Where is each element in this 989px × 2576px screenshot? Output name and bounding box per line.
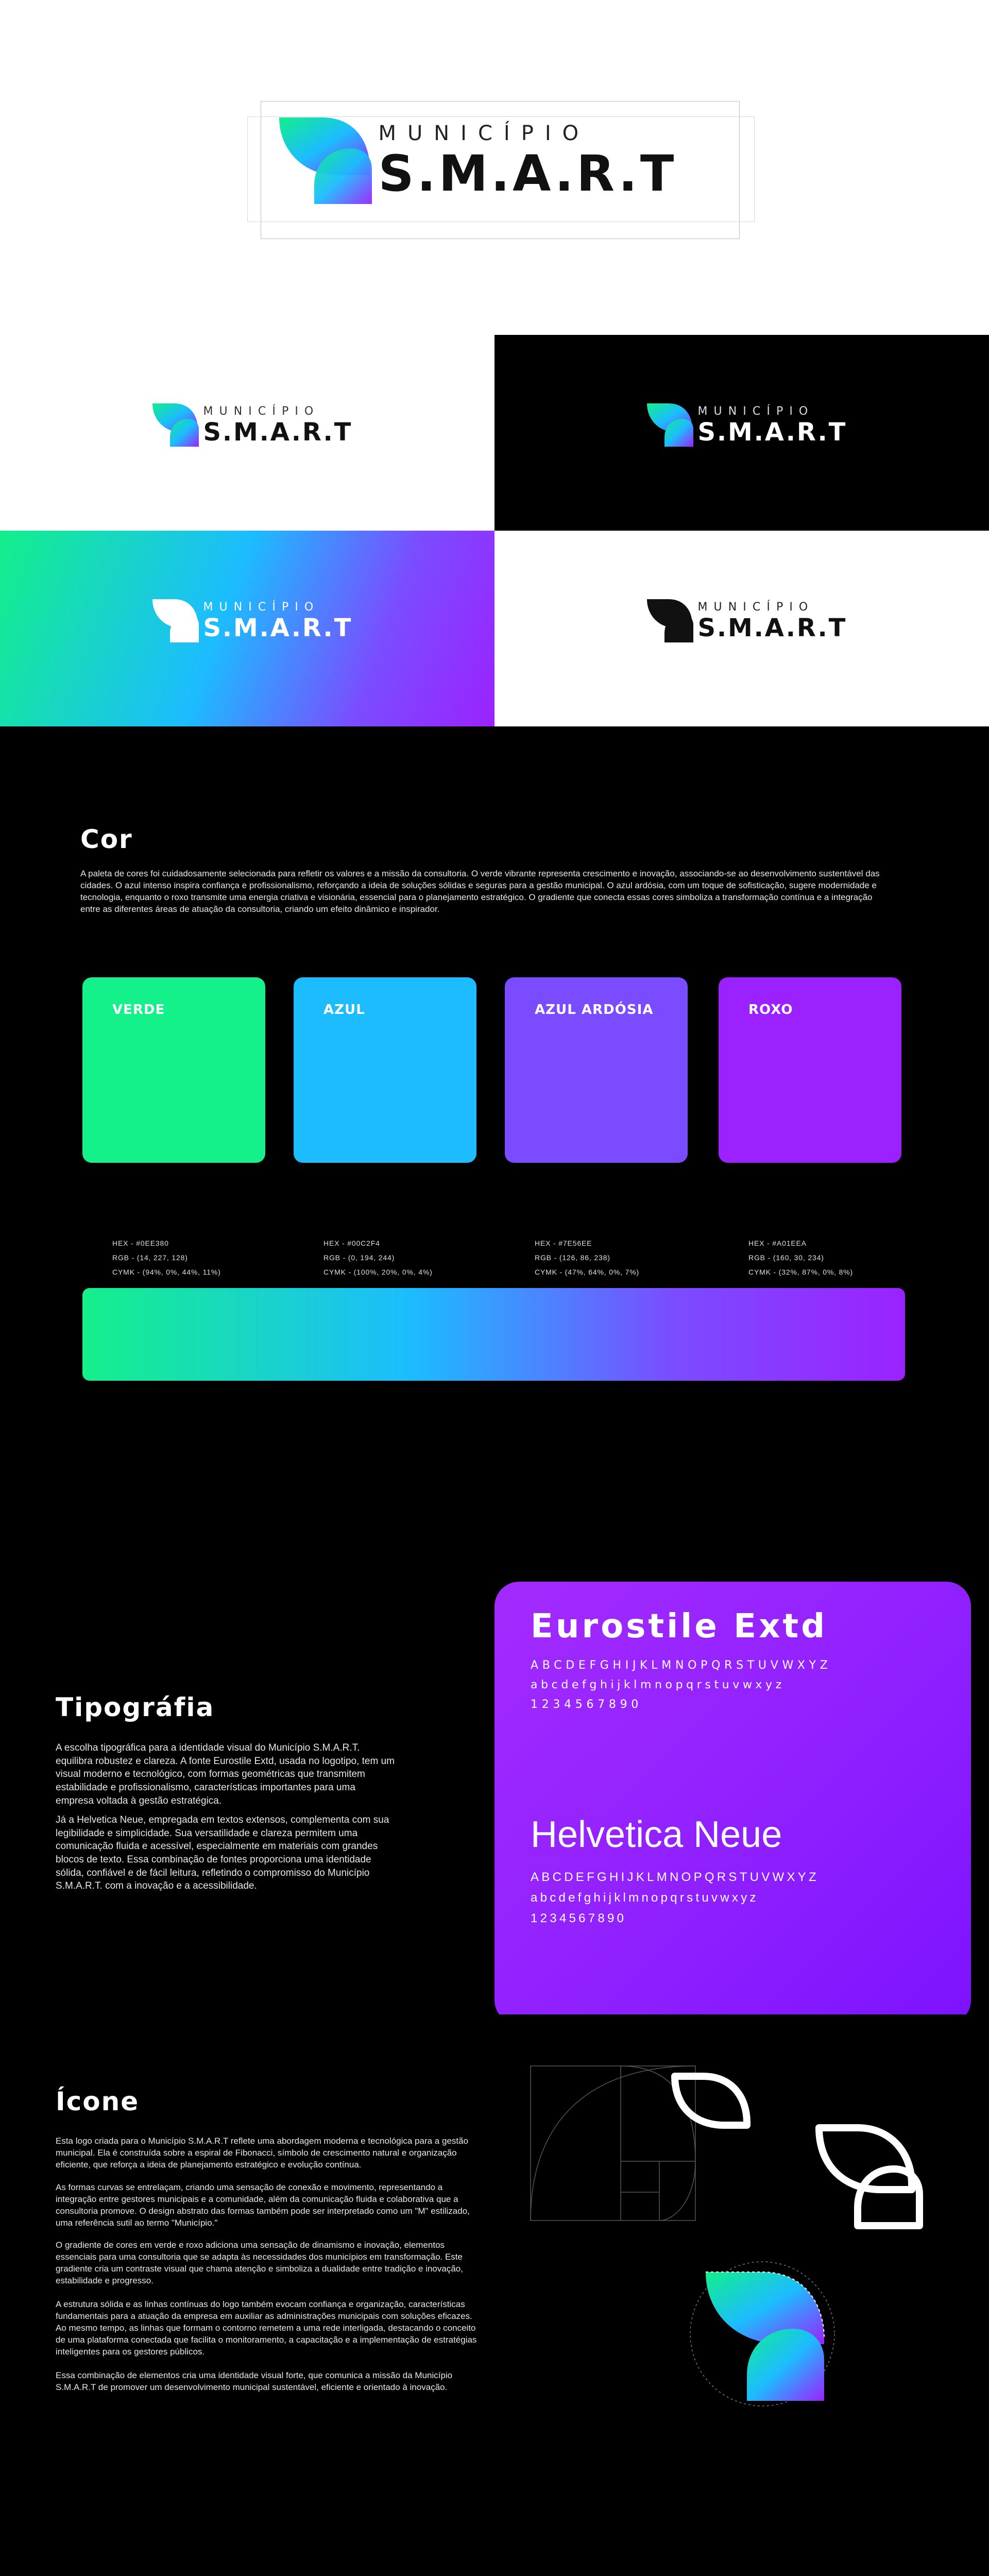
swatch-cmyk: CYMK - (100%, 20%, 0%, 4%) [323, 1268, 433, 1276]
hero-logo [273, 109, 677, 212]
fibonacci-grid-illustration [525, 2061, 783, 2231]
logo-variant-black-on-white [644, 595, 847, 647]
variant-mono-tile [494, 531, 989, 726]
swatch-roxo [719, 977, 901, 1276]
swatch-cmyk: CYMK - (47%, 64%, 0%, 7%) [535, 1268, 640, 1276]
font1-lowercase: abcdefghijklmnopqrstuvwxyz [531, 1679, 785, 1691]
font2-name: Helvetica Neue [531, 1814, 782, 1855]
logo-line2: S.M.A.R.T [697, 613, 847, 642]
typography-section [0, 1525, 989, 2014]
swatch-name: AZUL ARDÓSIA [535, 1002, 654, 1018]
type-specimen-card [494, 1582, 971, 2014]
swatch-cmyk: CYMK - (94%, 0%, 44%, 11%) [112, 1268, 221, 1276]
logo-line1: MUNICÍPIO [203, 404, 320, 418]
font2-lowercase: abcdefghijklmnopqrstuvwxyz [531, 1891, 759, 1905]
logo-line1: MUNICÍPIO [203, 600, 320, 614]
swatch-azul-ardosia [505, 977, 688, 1276]
swatch-cmyk: CYMK - (32%, 87%, 0%, 8%) [748, 1268, 854, 1276]
logo-line2: S.M.A.R.T [203, 613, 353, 642]
font2-uppercase: ABCDEFGHIJKLMNOPQRSTUVWXYZ [531, 1870, 819, 1884]
color-description: A paleta de cores foi cuidadosamente selecionada para refletir os valores e a missão da consultoria. O verde vibrante representa crescimento e inovação, associando-se ao desenvolvimento sustentável das cidades. O azul intenso inspira confiança e profissionalismo, reforçando a ideia de soluções sólidas e seguras para a gestão municipal. O azul ardósia, com um toque de sofisticação, sugere modernidade e tecnologia, enquanto o roxo transmite uma energia criativa e visionária, essencial para o planejamento estratégico. O gradiente que conecta essas cores simboliza a transformação contínua e a integração entre as diferentes áreas de atuação da consultoria, criando um efeito dinâmico e inspirador. [80, 869, 880, 914]
logo-line2: S.M.A.R.T [697, 417, 847, 447]
logo-line1: MUNICÍPIO [697, 600, 814, 614]
variant-gradient-tile [0, 531, 494, 726]
logo-variant-white-on-gradient [149, 595, 352, 647]
color-title: Cor [80, 824, 133, 854]
logo-mark-icon [149, 399, 201, 451]
logo-variant-color-on-white [149, 399, 352, 451]
icon-title: Ícone [56, 2087, 140, 2116]
logo-construction-icon [685, 2251, 840, 2416]
swatch-name: AZUL [323, 1002, 365, 1018]
font2-digits: 1234567890 [531, 1911, 627, 1925]
logo-outline-icon [809, 2117, 932, 2236]
icon-paragraph-1: Esta logo criada para o Município S.M.A.R.T reflete uma abordagem moderna e tecnológica para a gestão municipal. Ela é construída sobre a espiral de Fibonacci, símbolo de crescimento natural e organização eficiente, que reforça a ideia de planejamento estratégico e evolução contínua. [56, 2136, 469, 2170]
swatch-name: VERDE [112, 1002, 165, 1018]
icon-paragraph-5: Essa combinação de elementos cria uma identidade visual forte, que comunica a missão da Município S.M.A.R.T de promover um desenvolvimento municipal sustentável, eficiente e orientado à inovação. [56, 2370, 453, 2392]
hero-section [0, 0, 989, 335]
icon-paragraph-2: As formas curvas se entrelaçam, criando uma sensação de conexão e movimento, representando a integração entre gestores municipais e a comunidade, além da comunicação fluida e colaborativa que a consultoria promove. O design abstrato das formas também pode ser interpretado como um "M" estilizado, uma referência sutil ao termo "Município." [56, 2182, 470, 2228]
logo-line2: S.M.A.R.T [378, 145, 677, 202]
swatch-verde [82, 977, 265, 1276]
font1-digits: 1234567890 [531, 1698, 642, 1711]
logo-mark-icon [273, 109, 376, 212]
logo-variant-color-on-black [644, 399, 847, 451]
logo-mark-icon [149, 595, 201, 647]
font1-name: Eurostile Extd [531, 1607, 828, 1646]
icon-paragraph-4: A estrutura sólida e as linhas contínuas do logo também evocam confiança e organização, características fundamentais para a atuação da empresa em auxiliar as administrações municipais com soluções eficazes. Ao mesmo tempo, as linhas que formam o contorno remetem a uma rede interligada, destacando o conceito de uma plataforma conectada que facilita o monitoramento, a capacitação e a implementação de estratégias inteligentes para os gestores públicos. [56, 2299, 477, 2357]
swatch-rgb: RGB - (14, 227, 128) [112, 1253, 188, 1262]
font1-uppercase: ABCDEFGHIJKLMNOPQRSTUVWXYZ [531, 1659, 832, 1672]
logo-line1: MUNICÍPIO [697, 404, 814, 418]
icon-section [0, 2014, 989, 2576]
logo-mark-icon [644, 595, 695, 647]
swatch-hex: HEX - #00C2F4 [323, 1239, 380, 1247]
logo-variants-section [0, 335, 989, 726]
swatch-rgb: RGB - (160, 30, 234) [748, 1253, 824, 1262]
gradient-bar [82, 1288, 905, 1381]
variant-black-tile [494, 335, 989, 531]
logo-line1: MUNICÍPIO [378, 122, 590, 145]
swatch-rgb: RGB - (0, 194, 244) [323, 1253, 395, 1262]
swatch-rgb: RGB - (126, 86, 238) [535, 1253, 610, 1262]
swatch-name: ROXO [748, 1002, 793, 1018]
swatch-hex: HEX - #0EE380 [112, 1239, 169, 1247]
swatch-hex: HEX - #7E56EE [535, 1239, 592, 1247]
color-section [0, 726, 989, 1525]
typography-paragraph-2: Já a Helvetica Neue, empregada em textos extensos, complementa com sua legibilidade e simplicidade. Sua versatilidade e clareza permitem uma comunicação fluida e acessível, especialmente em materiais com grandes blocos de texto. Essa combinação de fontes proporciona uma identidade sólida, confiável e de fácil leitura, refletindo o compromisso do Município S.M.A.R.T. com a inovação e a acessibilidade. [56, 1815, 389, 1892]
typography-title: Tipográfia [56, 1692, 215, 1722]
swatch-hex: HEX - #A01EEA [748, 1239, 807, 1247]
icon-paragraph-3: O gradiente de cores em verde e roxo adiciona uma sensação de dinamismo e inovação, elementos essenciais para uma consultoria que se adapta às necessidades dos municípios em transformação. Este gradiente cria um contraste visual que chama atenção e simboliza a dualidade entre tradição e inovação, estabilidade e progresso. [56, 2240, 463, 2285]
variant-white-tile [0, 335, 494, 531]
typography-paragraph-1: A escolha tipográfica para a identidade visual do Município S.M.A.R.T. equilibra robustez e clareza. A fonte Eurostile Extd, usada no logotipo, tem um visual moderno e tecnológico, com formas geométricas que transmitem estabilidade e profissionalismo, características importantes para uma empresa voltada à gestão estratégica. [56, 1742, 395, 1806]
logo-line2: S.M.A.R.T [203, 417, 353, 447]
swatch-azul [294, 977, 476, 1276]
logo-mark-icon [644, 399, 695, 451]
